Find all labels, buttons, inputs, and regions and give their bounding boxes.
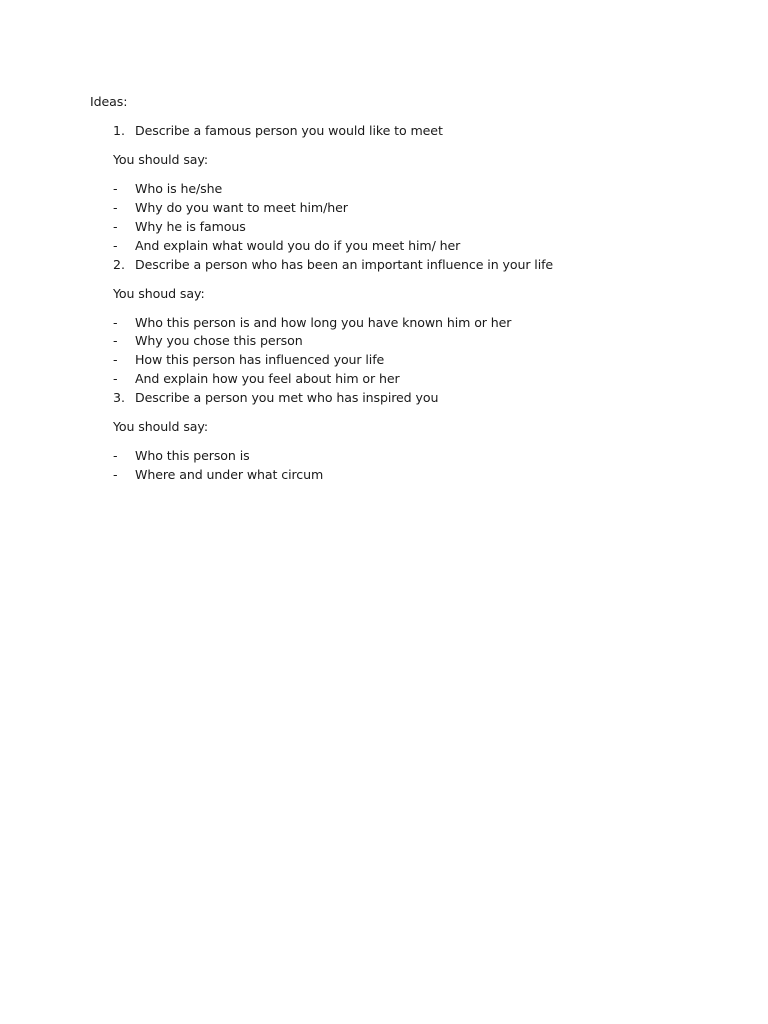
bullet-dash: - <box>113 371 118 386</box>
bullet-dash: - <box>113 200 118 215</box>
bullet-dash: - <box>113 352 118 367</box>
list-item-text: Why you chose this person <box>135 333 303 348</box>
list-item-text: Where and under what circum <box>135 467 324 482</box>
topic-prompt: You should say: <box>113 152 208 167</box>
bullet-dash: - <box>113 467 118 482</box>
topic-number: 1. <box>113 123 126 138</box>
bullet-dash: - <box>113 238 118 253</box>
bullet-dash: - <box>113 219 118 234</box>
list-item-text: How this person has influenced your life <box>135 352 385 367</box>
list-item-text: And explain what would you do if you meet him/ her <box>135 238 461 253</box>
document-heading: Ideas: <box>90 94 128 109</box>
bullet-dash: - <box>113 181 118 196</box>
topic-title: Describe a person you met who has inspired you <box>135 390 439 405</box>
list-item-text: Who is he/she <box>135 181 223 196</box>
list-item-text: Who this person is and how long you have known him or her <box>135 315 512 330</box>
bullet-dash: - <box>113 333 118 348</box>
topic-number: 3. <box>113 390 126 405</box>
bullet-dash: - <box>113 315 118 330</box>
topic-title: Describe a famous person you would like to meet <box>135 123 443 138</box>
topic-prompt: You should say: <box>113 419 208 434</box>
list-item-text: Why he is famous <box>135 219 246 234</box>
list-item-text: And explain how you feel about him or her <box>135 371 400 386</box>
list-item-text: Who this person is <box>135 448 250 463</box>
bullet-dash: - <box>113 448 118 463</box>
list-item-text: Why do you want to meet him/her <box>135 200 348 215</box>
topic-number: 2. <box>113 257 126 272</box>
topic-title: Describe a person who has been an important influence in your life <box>135 257 554 272</box>
topic-prompt: You shoud say: <box>113 286 205 301</box>
